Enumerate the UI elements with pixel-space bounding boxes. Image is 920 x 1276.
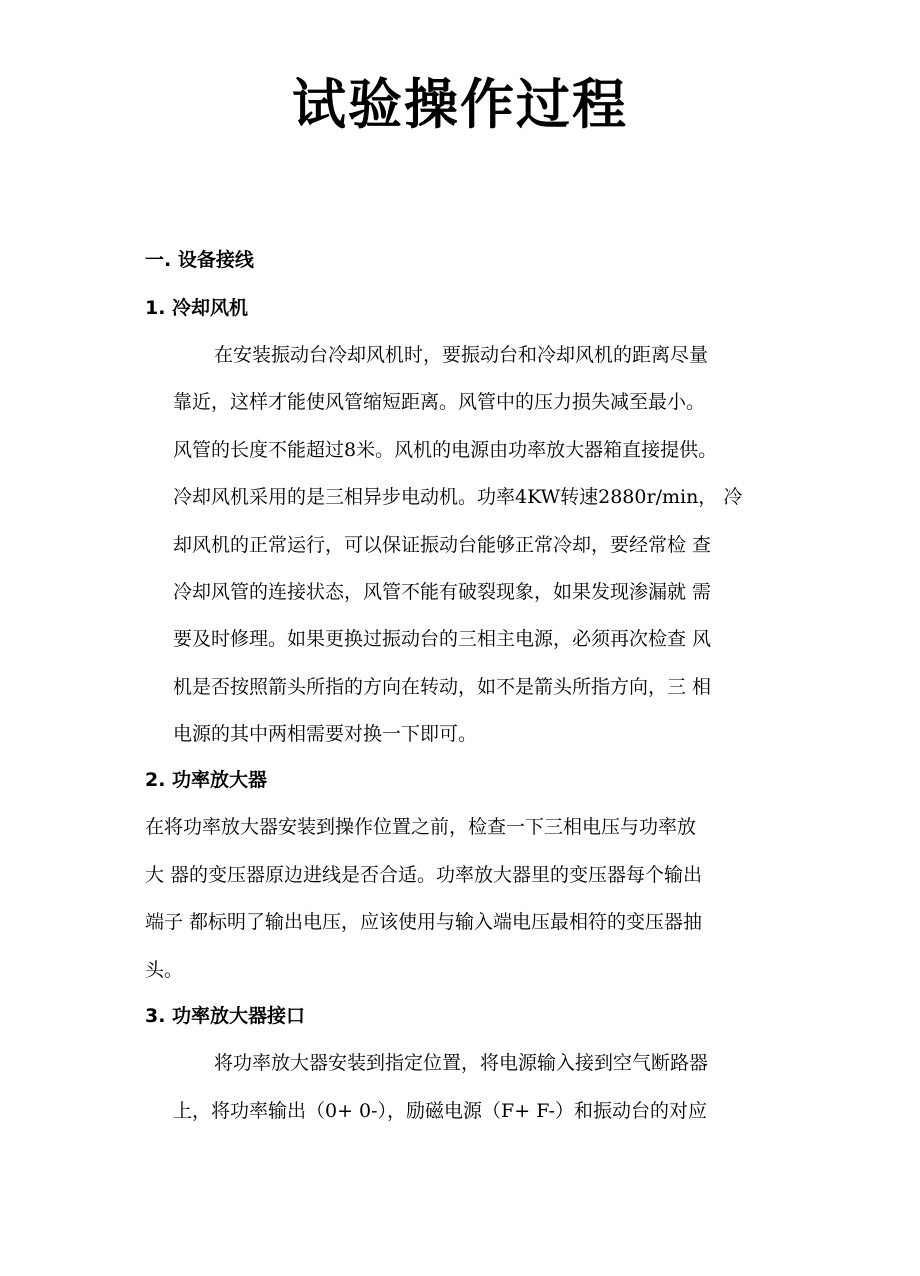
section-heading-equipment-wiring: 一. 设备接线	[145, 249, 254, 271]
paragraph-line: 大 器的变压器原边进线是否合适。功率放大器里的变压器每个输出	[145, 864, 703, 886]
paragraph-line: 冷却风管的连接状态，风管不能有破裂现象，如果发现渗漏就 需	[173, 581, 712, 603]
document-title: 试验操作过程	[292, 72, 628, 136]
paragraph-line: 在安装振动台冷却风机时，要振动台和冷却风机的距离尽量	[214, 344, 709, 366]
paragraph-line: 端子 都标明了输出电压，应该使用与输入端电压最相符的变压器抽	[145, 911, 703, 933]
paragraph-line: 上，将功率输出（0+ 0-），励磁电源（F+ F-）和振动台的对应	[173, 1100, 707, 1122]
subsection-heading-power-amplifier: 2. 功率放大器	[145, 769, 268, 791]
paragraph-line: 电源的其中两相需要对换一下即可。	[173, 723, 478, 745]
paragraph-line: 将功率放大器安装到指定位置，将电源输入接到空气断路器	[214, 1052, 709, 1074]
paragraph-line: 在将功率放大器安装到操作位置之前，检查一下三相电压与功率放	[145, 816, 697, 838]
subsection-heading-power-amplifier-interface: 3. 功率放大器接口	[145, 1005, 306, 1027]
paragraph-line: 头。	[145, 959, 184, 981]
paragraph-line: 风管的长度不能超过8米。风机的电源由功率放大器箱直接提供。	[173, 439, 718, 461]
paragraph-line: 靠近，这样才能使风管缩短距离。风管中的压力损失减至最小。	[173, 391, 706, 413]
subsection-heading-cooling-fan: 1. 冷却风机	[145, 297, 249, 319]
paragraph-line: 要及时修理。如果更换过振动台的三相主电源，必须再次检查 风	[173, 628, 712, 650]
paragraph-line: 冷却风机采用的是三相异步电动机。功率4KW转速2880r/min， 冷	[173, 486, 743, 508]
paragraph-line: 机是否按照箭头所指的方向在转动，如不是箭头所指方向，三 相	[173, 676, 712, 698]
paragraph-line: 却风机的正常运行，可以保证振动台能够正常冷却，要经常检 查	[173, 534, 712, 556]
